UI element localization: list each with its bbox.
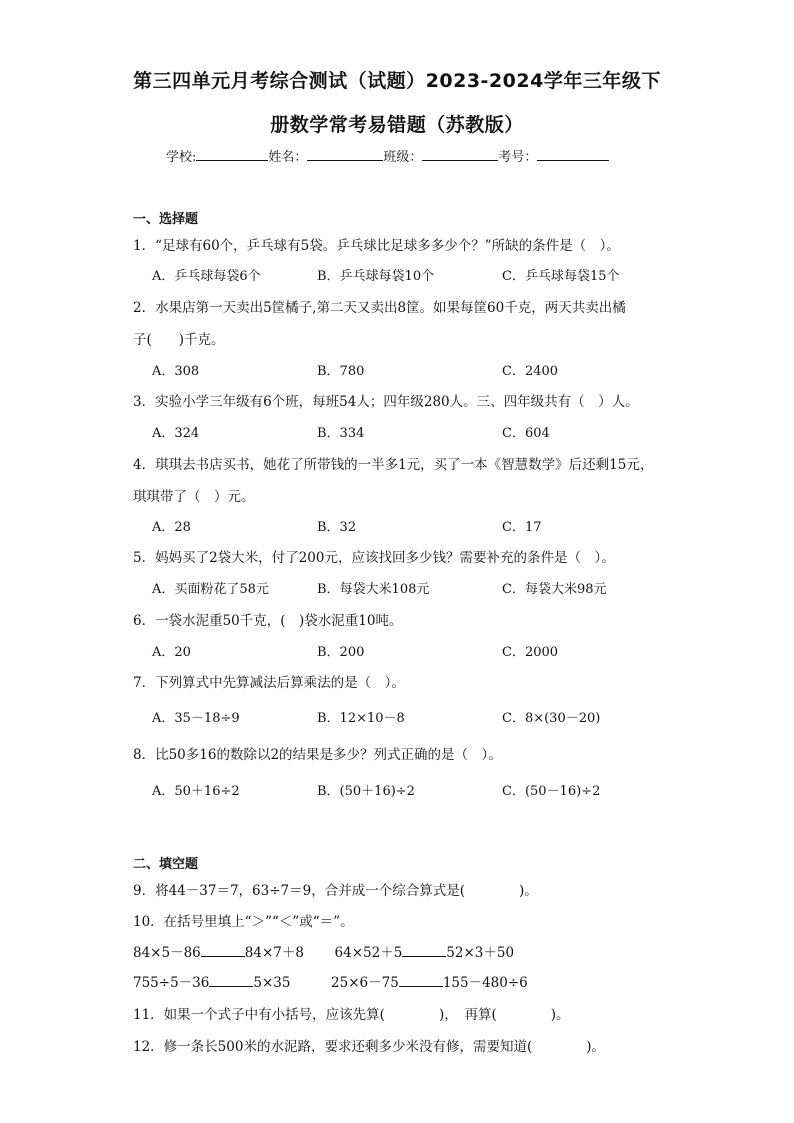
section-heading-choice: 一、选择题 <box>133 212 199 227</box>
option-b[interactable]: B．12×10－8 <box>317 711 405 726</box>
page-title-line2: 册数学常考易错题（苏教版） <box>270 114 524 136</box>
option-a[interactable]: A．买面粉花了58元 <box>152 582 269 597</box>
question-12: 12．修一条长500米的水泥路，要求还剩多少米没有修，需要知道( )。 <box>133 1039 605 1055</box>
option-a[interactable]: A．20 <box>152 645 191 660</box>
name-label: 姓名： <box>268 150 308 165</box>
class-label: 班级： <box>383 150 423 165</box>
question-6: 6．一袋水泥重50千克，( )袋水泥重10吨。 <box>133 613 403 629</box>
option-c[interactable]: C．604 <box>502 426 550 441</box>
section-heading-fill: 二、填空题 <box>133 857 199 872</box>
compare-right-expr: 5×35 <box>253 975 291 991</box>
question-4: 4．琪琪去书店买书，她花了所带钱的一半多1元，买了一本《智慧数学》后还剩15元， <box>133 457 654 473</box>
compare-left-expr: 64×52＋5 <box>334 945 403 961</box>
question-10: 10．在括号里填上“＞”“＜”或“＝”。 <box>133 914 354 930</box>
name-field[interactable] <box>307 146 383 161</box>
option-a[interactable]: A．35－18÷9 <box>152 711 240 726</box>
option-c[interactable]: C．每袋大米98元 <box>502 582 607 597</box>
question-7: 7．下列算式中先算减法后算乘法的是（ ）。 <box>133 675 405 691</box>
compare-blank[interactable] <box>209 974 253 987</box>
question-10-row1 <box>133 941 514 961</box>
option-a[interactable]: A．28 <box>152 520 191 535</box>
question-2-cont: 子( )千克。 <box>133 332 225 348</box>
option-b[interactable]: B．乒乓球每袋10个 <box>317 269 435 284</box>
option-b[interactable]: B．780 <box>317 364 365 379</box>
school-label: 学校: <box>166 150 197 165</box>
option-c[interactable]: C．8×(30－20) <box>502 711 601 726</box>
option-b[interactable]: B．每袋大米108元 <box>317 582 430 597</box>
option-c[interactable]: C．2000 <box>502 645 559 660</box>
compare-blank[interactable] <box>402 944 446 957</box>
class-field[interactable] <box>422 146 498 161</box>
school-field[interactable] <box>196 146 268 161</box>
compare-blank[interactable] <box>399 974 443 987</box>
option-c[interactable]: C．2400 <box>502 364 559 379</box>
question-10-row2 <box>133 971 528 991</box>
option-b[interactable]: B．334 <box>317 426 365 441</box>
question-3: 3．实验小学三年级有6个班，每班54人；四年级280人。三、四年级共有（ ）人。 <box>133 394 639 410</box>
question-9: 9．将44－37＝7，63÷7＝9，合并成一个综合算式是( )。 <box>133 883 538 899</box>
option-c[interactable]: C．(50－16)÷2 <box>502 784 601 799</box>
compare-blank[interactable] <box>201 944 245 957</box>
student-info-row <box>166 146 609 165</box>
option-a[interactable]: A．50＋16÷2 <box>152 784 240 799</box>
question-11: 11．如果一个式子中有小括号，应该先算( )， 再算( )。 <box>133 1007 570 1023</box>
question-4-cont: 琪琪带了（ ）元。 <box>133 489 255 505</box>
compare-right-expr: 155－480÷6 <box>442 975 528 991</box>
compare-left-expr: 25×6－75 <box>331 975 399 991</box>
option-b[interactable]: B．200 <box>317 645 365 660</box>
option-c[interactable]: C．乒乓球每袋15个 <box>502 269 620 284</box>
question-5: 5．妈妈买了2袋大米，付了200元，应该找回多少钱？需要补充的条件是（ ）。 <box>133 550 615 566</box>
option-a[interactable]: A．324 <box>152 426 200 441</box>
compare-right-expr: 52×3＋50 <box>446 945 515 961</box>
option-b[interactable]: B．(50＋16)÷2 <box>317 784 415 799</box>
option-a[interactable]: A．乒乓球每袋6个 <box>152 269 261 284</box>
compare-left-expr: 755÷5－36 <box>133 975 210 991</box>
question-2: 2．水果店第一天卖出5筐橘子,第二天又卖出8筐。如果每筐60千克，两天共卖出橘 <box>133 300 626 316</box>
option-a[interactable]: A．308 <box>152 364 200 379</box>
question-8: 8．比50多16的数除以2的结果是多少？列式正确的是（ ）。 <box>133 747 502 763</box>
exam-no-field[interactable] <box>537 146 609 161</box>
exam-no-label: 考号： <box>498 150 538 165</box>
compare-left-expr: 84×5－86 <box>133 945 201 961</box>
compare-right-expr: 84×7＋8 <box>244 945 304 961</box>
question-1: 1．“足球有60个，乒乓球有5袋。乒乓球比足球多多少个？”所缺的条件是（ ）。 <box>133 238 620 254</box>
option-b[interactable]: B．32 <box>317 520 357 535</box>
option-c[interactable]: C．17 <box>502 520 542 535</box>
page-title-line1: 第三四单元月考综合测试（试题）2023-2024学年三年级下 <box>133 70 661 92</box>
